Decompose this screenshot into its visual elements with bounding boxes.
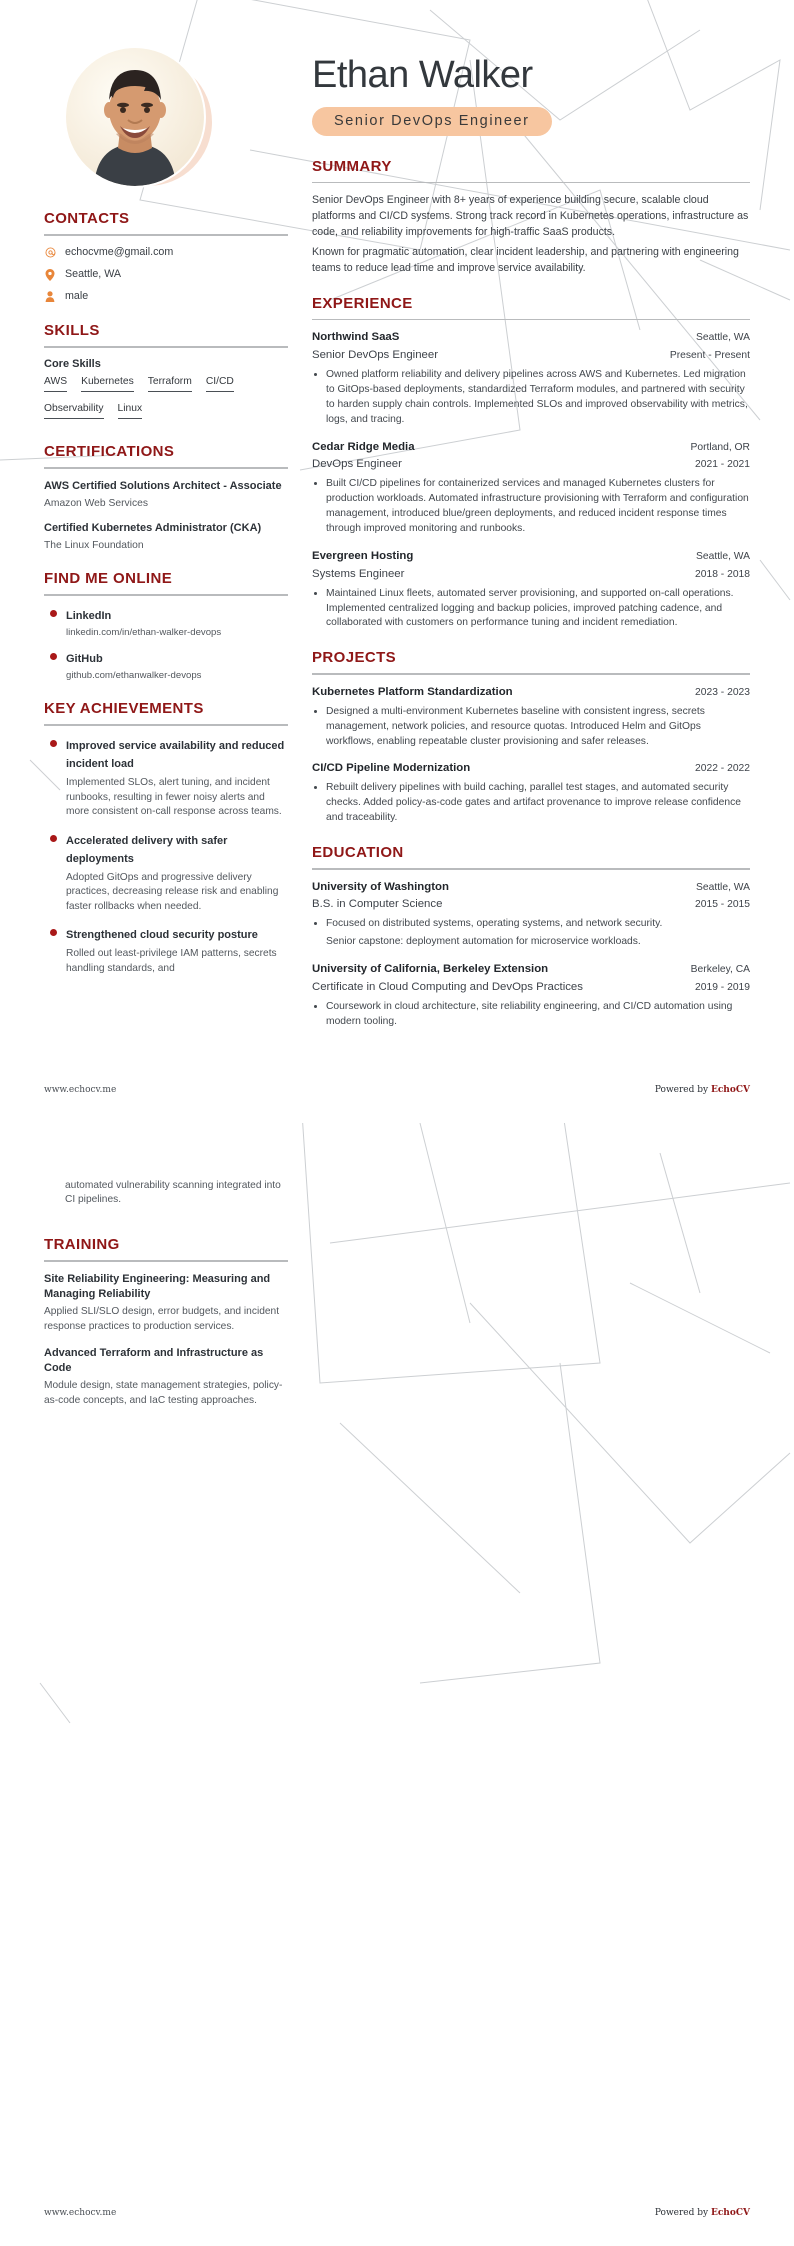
bullet-dot-icon xyxy=(50,653,57,660)
training-name: Site Reliability Engineering: Measuring and Managing Reliability xyxy=(44,1272,271,1300)
main-content-continued xyxy=(312,1179,750,2246)
find-me-online-heading: FIND ME ONLINE xyxy=(44,570,173,588)
certification-item xyxy=(44,479,288,510)
experience-heading: EXPERIENCE xyxy=(312,294,413,312)
achievement-desc: Rolled out least-privilege IAM patterns, secrets handling standards, and xyxy=(66,948,277,974)
footer-site-url[interactable]: www.echocv.me xyxy=(44,2208,117,2218)
experience-role: DevOps Engineer xyxy=(312,458,402,471)
certifications-section xyxy=(44,443,288,552)
summary-paragraph: Known for pragmatic automation, clear incident leadership, and partnering with engineering teams to reduce lead time and improve service availability. xyxy=(312,246,739,275)
education-section xyxy=(312,844,750,1030)
link-url[interactable]: github.com/ethanwalker-devops xyxy=(66,669,202,681)
bullet: • Focused on distributed systems, operating systems, and network security. xyxy=(326,917,750,932)
achievement-item xyxy=(44,831,288,914)
education-heading: EDUCATION xyxy=(312,844,404,862)
experience-location: Seattle, WA xyxy=(696,332,750,344)
training-desc: Module design, state management strategies, policy-as-code concepts, and IaC testing approaches. xyxy=(44,1380,283,1406)
divider xyxy=(44,1260,288,1262)
education-degree: Certificate in Cloud Computing and DevOps Practices xyxy=(312,980,583,993)
skills-group-label: Core Skills xyxy=(44,357,101,370)
sidebar xyxy=(44,30,288,1123)
email-icon xyxy=(44,247,56,259)
footer-brand: EchoCV xyxy=(710,1085,750,1095)
skills-heading: SKILLS xyxy=(44,321,100,339)
projects-section xyxy=(312,649,750,826)
experience-dates: 2021 - 2021 xyxy=(695,459,750,471)
training-name: Advanced Terraform and Infrastructure as Code xyxy=(44,1347,264,1374)
skill-chip: CI/CD xyxy=(206,376,234,392)
divider xyxy=(44,724,288,726)
education-degree: B.S. in Computer Science xyxy=(312,898,443,911)
divider xyxy=(312,182,750,184)
achievement-overflow-text: automated vulnerability scanning integrated into CI pipelines. xyxy=(65,1180,281,1206)
contacts-heading: CONTACTS xyxy=(44,210,130,227)
bullet: • Owned platform reliability and delivery pipelines across AWS and Kubernetes. Led migration to GitOps-based deployments, standardized Terraform modules, and partnered with security to harden supply chain controls. Implemented SLOs and improved observability with metrics, logs, and tracing. xyxy=(326,368,750,428)
education-location: Seattle, WA xyxy=(696,881,750,893)
summary-heading: SUMMARY xyxy=(312,157,392,175)
project-bullets xyxy=(312,781,750,826)
sidebar-continued xyxy=(44,1179,288,2246)
education-school: University of Washington xyxy=(312,880,449,893)
experience-section xyxy=(312,295,750,632)
person-icon xyxy=(44,291,56,303)
experience-entry xyxy=(312,330,750,427)
bullet: • Built CI/CD pipelines for containerized services and managed Kubernetes clusters for production workloads. Automated infrastructure provisioning with Terraform and configuration management, introduced blue/green deployments, and reduced incident response times through improved monitoring and runbooks. xyxy=(326,477,750,537)
divider xyxy=(312,673,750,675)
achievement-item xyxy=(44,925,288,976)
skill-chip: AWS xyxy=(44,376,67,392)
bullet-dot-icon xyxy=(50,835,57,842)
education-school: University of California, Berkeley Extension xyxy=(312,963,549,976)
footer-powered-by xyxy=(655,2208,750,2218)
achievement-title: Accelerated delivery with safer deployments xyxy=(66,834,228,865)
experience-org: Evergreen Hosting xyxy=(312,549,414,562)
achievement-desc: Implemented SLOs, alert tuning, and incident runbooks, resulting in fewer noisy alerts and more consistent on-call response across teams. xyxy=(66,777,282,818)
experience-org: Northwind SaaS xyxy=(312,331,400,344)
link-url[interactable]: linkedin.com/in/ethan-walker-devops xyxy=(66,627,222,639)
education-note: Senior capstone: deployment automation for microservice workloads. xyxy=(326,936,641,948)
experience-dates: Present - Present xyxy=(669,350,750,362)
projects-heading: PROJECTS xyxy=(312,649,397,667)
divider xyxy=(44,467,288,469)
footer-powered-prefix: Powered by xyxy=(654,2208,711,2218)
skills-section xyxy=(44,322,288,426)
bullet-dot-icon xyxy=(50,929,57,936)
contact-location-value: Seattle, WA xyxy=(65,267,122,280)
skills-list xyxy=(44,376,288,426)
divider xyxy=(44,234,288,236)
project-dates: 2023 - 2023 xyxy=(695,686,750,698)
find-me-online-section xyxy=(44,570,288,682)
job-title-badge: Senior DevOps Engineer xyxy=(312,107,552,136)
education-entry xyxy=(312,962,750,1030)
certification-name: AWS Certified Solutions Architect - Associate xyxy=(44,480,282,493)
project-dates: 2022 - 2022 xyxy=(695,763,750,775)
footer-powered-by xyxy=(655,1085,750,1095)
project-name: CI/CD Pipeline Modernization xyxy=(312,762,471,775)
footer-site-url[interactable]: www.echocv.me xyxy=(44,1085,117,1095)
education-location: Berkeley, CA xyxy=(690,964,750,976)
bullet: • Rebuilt delivery pipelines with build caching, parallel test stages, and automated security checks. Added policy-as-code gates and artifact provenance to improve release confidence and traceability. xyxy=(326,781,750,826)
divider xyxy=(312,319,750,321)
bullet-dot-icon xyxy=(50,740,57,747)
avatar-photo xyxy=(66,48,204,186)
experience-location: Portland, OR xyxy=(690,441,750,453)
page-title xyxy=(312,56,750,136)
contact-gender-value: male xyxy=(65,289,89,302)
training-section xyxy=(44,1236,288,1408)
portrait-illustration xyxy=(66,48,204,186)
training-item xyxy=(44,1272,288,1334)
training-desc: Applied SLI/SLO design, error budgets, and incident response practices to production services. xyxy=(44,1306,280,1332)
summary-section xyxy=(312,158,750,277)
project-bullets xyxy=(312,705,750,750)
bullet: • Coursework in cloud architecture, site reliability engineering, and CI/CD automation using modern tooling. xyxy=(326,1000,750,1030)
skill-chip: Terraform xyxy=(148,376,192,392)
experience-dates: 2018 - 2018 xyxy=(695,568,750,580)
project-name: Kubernetes Platform Standardization xyxy=(312,685,513,698)
experience-entry xyxy=(312,440,750,537)
bullet-dot-icon xyxy=(50,610,57,617)
experience-entry xyxy=(312,549,750,631)
education-dates: 2019 - 2019 xyxy=(695,981,750,993)
training-item xyxy=(44,1346,288,1408)
skill-chip: Kubernetes xyxy=(81,376,134,392)
experience-bullets xyxy=(312,587,750,632)
project-entry xyxy=(312,761,750,826)
experience-location: Seattle, WA xyxy=(696,550,750,562)
contact-location xyxy=(44,268,288,282)
candidate-name: Ethan Walker xyxy=(312,54,533,96)
certification-item xyxy=(44,521,288,552)
summary-paragraph: Senior DevOps Engineer with 8+ years of experience building secure, scalable cloud platforms and CI/CD systems. Strong track record in Kubernetes operations, infrastructure as code, and reliability improvements for high-traffic SaaS products. xyxy=(312,194,749,238)
avatar xyxy=(66,48,206,188)
experience-bullets xyxy=(312,477,750,537)
contact-email-value: echocvme@gmail.com xyxy=(65,246,174,258)
contacts-section xyxy=(44,210,288,304)
achievement-desc: Adopted GitOps and progressive delivery practices, decreasing release risk and enabling faster rollbacks when needed. xyxy=(66,871,279,912)
footer-powered-prefix: Powered by xyxy=(654,1085,711,1095)
key-achievements-section xyxy=(44,700,288,976)
project-entry xyxy=(312,685,750,750)
education-entry xyxy=(312,880,750,951)
experience-bullets xyxy=(312,368,750,428)
divider xyxy=(312,868,750,870)
skill-chip: Linux xyxy=(118,403,143,419)
divider xyxy=(44,346,288,348)
achievement-title: Strengthened cloud security posture xyxy=(66,929,258,942)
education-bullets xyxy=(312,917,750,932)
achievement-title: Improved service availability and reduced incident load xyxy=(66,740,285,771)
education-dates: 2015 - 2015 xyxy=(695,899,750,911)
main-content xyxy=(312,30,750,1123)
link-item[interactable] xyxy=(44,649,288,682)
contact-gender xyxy=(44,290,288,304)
divider xyxy=(44,594,288,596)
experience-org: Cedar Ridge Media xyxy=(312,440,415,453)
contact-email[interactable] xyxy=(44,246,288,260)
skill-chip: Observability xyxy=(44,403,104,419)
certification-name: Certified Kubernetes Administrator (CKA) xyxy=(44,522,262,535)
training-heading: TRAINING xyxy=(44,1235,120,1253)
experience-role: Systems Engineer xyxy=(312,567,405,580)
certification-org: The Linux Foundation xyxy=(44,539,144,551)
resume-page-2 xyxy=(0,1123,794,2246)
certification-org: Amazon Web Services xyxy=(44,497,148,509)
link-label: GitHub xyxy=(66,652,103,665)
location-pin-icon xyxy=(44,269,56,281)
certifications-heading: CERTIFICATIONS xyxy=(44,443,175,461)
experience-role: Senior DevOps Engineer xyxy=(312,349,438,362)
page-footer xyxy=(44,2208,750,2218)
footer-brand: EchoCV xyxy=(710,2208,750,2218)
page-footer xyxy=(44,1085,750,1095)
achievement-item xyxy=(44,736,288,819)
link-item[interactable] xyxy=(44,606,288,639)
key-achievements-heading: KEY ACHIEVEMENTS xyxy=(44,700,204,718)
bullet: • Designed a multi-environment Kubernetes baseline with consistent ingress, secrets management, network policies, and resource quotas. Introduced Helm and GitOps workflows, enabling repeatable cluster provisioning and safer releases. xyxy=(326,705,750,750)
link-label: LinkedIn xyxy=(66,610,112,623)
bullet: • Maintained Linux fleets, automated server provisioning, and supported on-call operations. Implemented centralized logging and backup policies, improved patching cadence, and collaborated with customers on performance tuning and incident remediation. xyxy=(326,587,750,632)
education-bullets xyxy=(312,1000,750,1030)
